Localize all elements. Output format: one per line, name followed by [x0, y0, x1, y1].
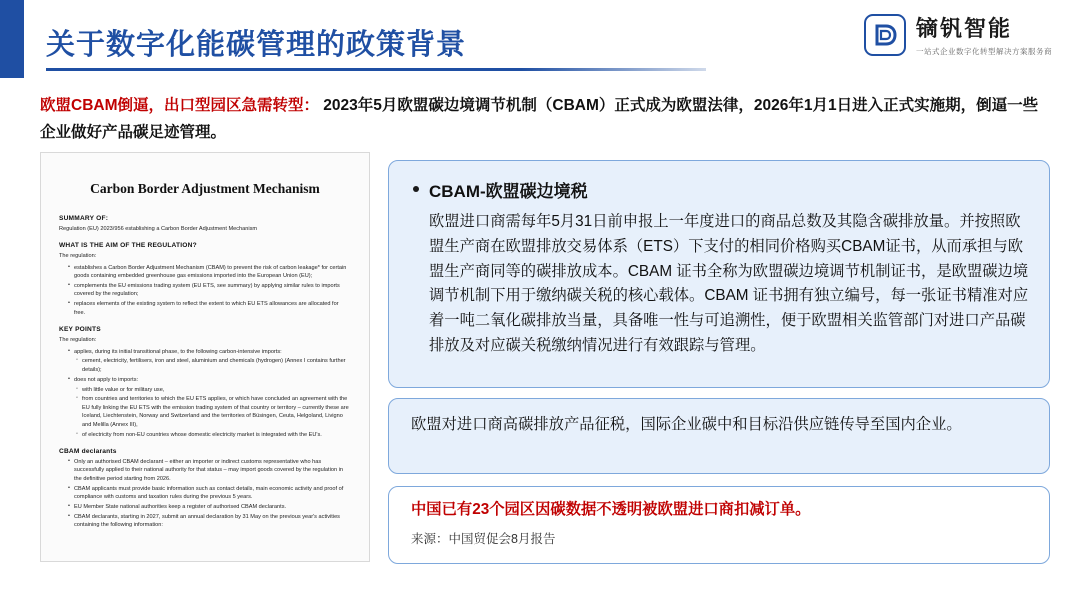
document-aim-intro: The regulation:: [59, 253, 97, 260]
list-item: • CBAM applicants must provide basic information such as contact details, main economic activity and proof of compliance with customs and taxation rules during the previous 5 years.: [68, 485, 351, 502]
document-title: Carbon Border Adjustment Mechanism: [90, 181, 320, 196]
document-keypoints-list: [68, 348, 351, 439]
list-item: • CBAM declarants, starting in 2027, submit an annual declaration by 31 May on the previous year's activities containing the following information:: [68, 513, 351, 530]
supply-chain-impact-card: [388, 398, 1050, 474]
list-item: • replaces elements of the existing system to reflect the extent to which EU ETS allowances are allocated for free.: [68, 300, 351, 317]
page-title: 关于数字化能碳管理的政策背景: [46, 29, 467, 61]
document-declarants-heading: CBAM declarants: [59, 447, 117, 455]
document-summary-heading: SUMMARY OF:: [59, 215, 109, 222]
lead-highlight: 欧盟CBAM倒逼，出口型园区急需转型：: [40, 97, 319, 114]
supply-chain-impact-text: 欧盟对进口商高碳排放产品征税，国际企业碳中和目标沿供应链传导至国内企业。: [411, 416, 962, 433]
list-item: • applies, during its initial transitional phase, to the following carbon-intensive imports:: [68, 348, 351, 356]
lead-paragraph: [40, 92, 1050, 146]
document-declarants-list: [68, 458, 351, 530]
title-underline: [46, 68, 706, 71]
cbam-definition-card: [388, 160, 1050, 388]
logo-name: 镝钒智能: [916, 16, 1013, 41]
list-item: ◦ cement, electricity, fertilisers, iron and steel, aluminium and chemicals (hydrogen) (Annex I contains further details);: [76, 357, 351, 374]
cbam-card-title: CBAM-欧盟碳边境税: [429, 182, 588, 201]
list-item: • complements the EU emissions trading system (EU ETS, see summary) by applying similar rules to imports covered by the regulation;: [68, 282, 351, 299]
brand-logo: [864, 12, 1052, 57]
case-statistic-source: 来源：中国贸促会8月报告: [411, 532, 556, 547]
list-item: • does not apply to imports:: [68, 376, 351, 384]
document-summary-text: Regulation (EU) 2023/956 establishing a Carbon Border Adjustment Mechanism: [59, 226, 258, 232]
list-item: • EU Member State national authorities keep a register of authorised CBAM declarants.: [68, 503, 351, 511]
cbam-card-header: [413, 177, 1029, 202]
document-preview-image: [40, 152, 370, 562]
logo-tagline: 一站式企业数字化转型解决方案服务商: [916, 47, 1052, 56]
cbam-card-body: 欧盟进口商需每年5月31日前申报上一年度进口的商品总数及其隐含碳排放量。并按照欧盟生产商在欧盟排放交易体系（ETS）下支付的相同价格购买CBAM证书，从而承担与欧盟生产商同等的碳排放成本。CBAM 证书全称为欧盟碳边境调节机制证书，是欧盟碳边境调节机制下用于缴纳碳关税的核心载体。CBAM 证书拥有独立编号，每一张证书精准对应着一吨二氧化碳排放当量，具备唯一性与可追溯性，便于欧盟相关监管部门对进口产品碳排放及对应碳关税缴纳情况进行有效跟踪与管理。: [429, 213, 1029, 354]
lead-text: 2023年5月欧盟碳边境调节机制（CBAM）正式成为欧盟法律，2026年1月1日进入正式实施期，倒逼一些企业做好产品碳足迹管理。: [40, 97, 1039, 142]
title-accent-bar: [0, 0, 24, 78]
list-item: ◦ of electricity from non-EU countries whose domestic electricity market is integrated with the EU's.: [76, 431, 351, 439]
case-statistic-card: [388, 486, 1050, 564]
list-item: ◦ from countries and territories to which the EU ETS applies, or which have concluded an agreement with the EU fully linking the EU ETS with the emission trading system of that country or territory – currently these are Iceland, Liechtenstein, Norway and Switzerland and the territories of Büsingen, Ceuta, Helgoland, Livigno and Melilla (Annex III),: [76, 395, 351, 429]
case-statistic-text: 中国已有23个园区因碳数据不透明被欧盟进口商扣减订单。: [411, 501, 811, 518]
document-aim-list: [68, 264, 351, 317]
bullet-icon: [413, 186, 419, 192]
list-item: • establishes a Carbon Border Adjustment Mechanism (CBAM) to prevent the risk of carbon leakage* for certain goods containing embedded greenhouse gas emissions imported into the European Union (EU);: [68, 264, 351, 281]
list-item: ◦ with little value or for military use,: [76, 386, 351, 394]
document-keypoints-intro: The regulation:: [59, 337, 97, 344]
logo-mark-icon: [864, 14, 906, 56]
list-item: • Only an authorised CBAM declarant – either an importer or indirect customs representative who has successfully applied to their national authority for that status – may import goods covered by the regulation in the definitive period starting from 2026.: [68, 458, 351, 483]
document-keypoints-heading: KEY POINTS: [59, 326, 101, 334]
document-aim-heading: WHAT IS THE AIM OF THE REGULATION?: [59, 242, 197, 250]
